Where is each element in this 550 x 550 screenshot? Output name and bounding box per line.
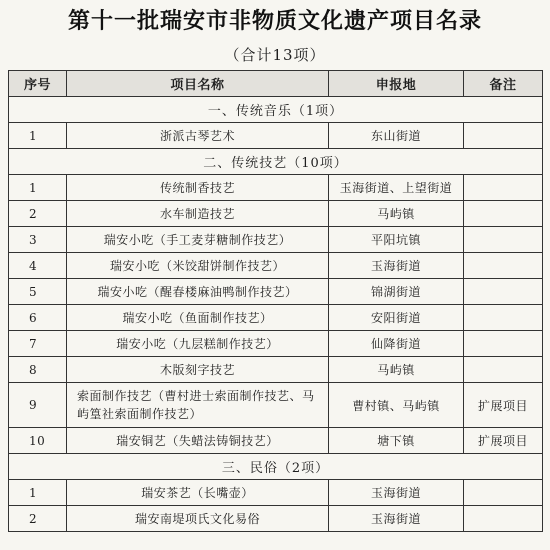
cell-project-name: 浙派古琴艺术 — [67, 123, 329, 149]
cell-note — [464, 201, 543, 227]
cell-location: 锦湖街道 — [329, 279, 464, 305]
header-note: 备注 — [464, 71, 543, 97]
table-row — [9, 175, 543, 201]
cell-note — [464, 253, 543, 279]
section-row — [9, 454, 543, 480]
table-row — [9, 480, 543, 506]
cell-note — [464, 480, 543, 506]
cell-note — [464, 357, 543, 383]
cell-location: 东山街道 — [329, 123, 464, 149]
cell-note — [464, 227, 543, 253]
cell-location: 安阳街道 — [329, 305, 464, 331]
cell-project-name: 瑞安铜艺（失蜡法铸铜技艺） — [67, 428, 329, 454]
cell-number: 3 — [9, 227, 67, 253]
table-row — [9, 383, 543, 428]
cell-number: 1 — [9, 123, 67, 149]
cell-location: 玉海街道 — [329, 253, 464, 279]
cell-number: 9 — [9, 383, 67, 428]
header-project-name: 项目名称 — [67, 71, 329, 97]
cell-project-name: 瑞安茶艺（长嘴壶） — [67, 480, 329, 506]
cell-note: 扩展项目 — [464, 428, 543, 454]
cell-project-name: 瑞安小吃（鱼面制作技艺） — [67, 305, 329, 331]
cell-project-name: 木版刻字技艺 — [67, 357, 329, 383]
cell-note — [464, 175, 543, 201]
cell-location: 塘下镇 — [329, 428, 464, 454]
table-header-row — [9, 71, 543, 97]
cell-project-name: 瑞安小吃（手工麦芽糖制作技艺） — [67, 227, 329, 253]
cell-number: 2 — [9, 506, 67, 532]
cell-note — [464, 123, 543, 149]
cell-project-name: 瑞安小吃（米饺甜饼制作技艺） — [67, 253, 329, 279]
cell-number: 6 — [9, 305, 67, 331]
cell-project-name: 瑞安小吃（九层糕制作技艺） — [67, 331, 329, 357]
cell-location: 马屿镇 — [329, 201, 464, 227]
header-number: 序号 — [9, 71, 67, 97]
page-title: 第十一批瑞安市非物质文化遗产项目名录 — [67, 9, 482, 34]
table-row — [9, 506, 543, 532]
header-location: 申报地 — [329, 71, 464, 97]
cell-location: 玉海街道 — [329, 480, 464, 506]
section-label: 一、传统音乐（1项） — [9, 97, 543, 123]
cell-note — [464, 279, 543, 305]
table-row — [9, 357, 543, 383]
cell-location: 玉海街道、上望街道 — [329, 175, 464, 201]
cell-location: 马屿镇 — [329, 357, 464, 383]
table-row — [9, 123, 543, 149]
cell-number: 1 — [9, 175, 67, 201]
cell-project-name: 传统制香技艺 — [67, 175, 329, 201]
cell-number: 10 — [9, 428, 67, 454]
table-row — [9, 227, 543, 253]
cell-number: 8 — [9, 357, 67, 383]
cell-note — [464, 305, 543, 331]
table-row — [9, 331, 543, 357]
cell-number: 4 — [9, 253, 67, 279]
heritage-table — [8, 70, 543, 532]
cell-location: 仙降街道 — [329, 331, 464, 357]
cell-location: 曹村镇、马屿镇 — [329, 383, 464, 428]
cell-project-name: 瑞安小吃（醒春楼麻油鸭制作技艺） — [67, 279, 329, 305]
table-row — [9, 253, 543, 279]
section-row — [9, 149, 543, 175]
section-label: 二、传统技艺（10项） — [9, 149, 543, 175]
section-row — [9, 97, 543, 123]
cell-number: 7 — [9, 331, 67, 357]
cell-number: 1 — [9, 480, 67, 506]
table-row — [9, 279, 543, 305]
cell-note — [464, 331, 543, 357]
cell-note: 扩展项目 — [464, 383, 543, 428]
table-row — [9, 201, 543, 227]
section-label: 三、民俗（2项） — [9, 454, 543, 480]
cell-location: 玉海街道 — [329, 506, 464, 532]
cell-project-name: 水车制造技艺 — [67, 201, 329, 227]
table-row — [9, 428, 543, 454]
cell-number: 2 — [9, 201, 67, 227]
cell-location: 平阳坑镇 — [329, 227, 464, 253]
page-subtitle: （合计13项） — [224, 46, 326, 64]
cell-project-name: 索面制作技艺（曹村进士索面制作技艺、马屿篁社索面制作技艺） — [67, 383, 329, 428]
cell-project-name: 瑞安南堤项氏文化易俗 — [67, 506, 329, 532]
cell-note — [464, 506, 543, 532]
table-row — [9, 305, 543, 331]
cell-number: 5 — [9, 279, 67, 305]
